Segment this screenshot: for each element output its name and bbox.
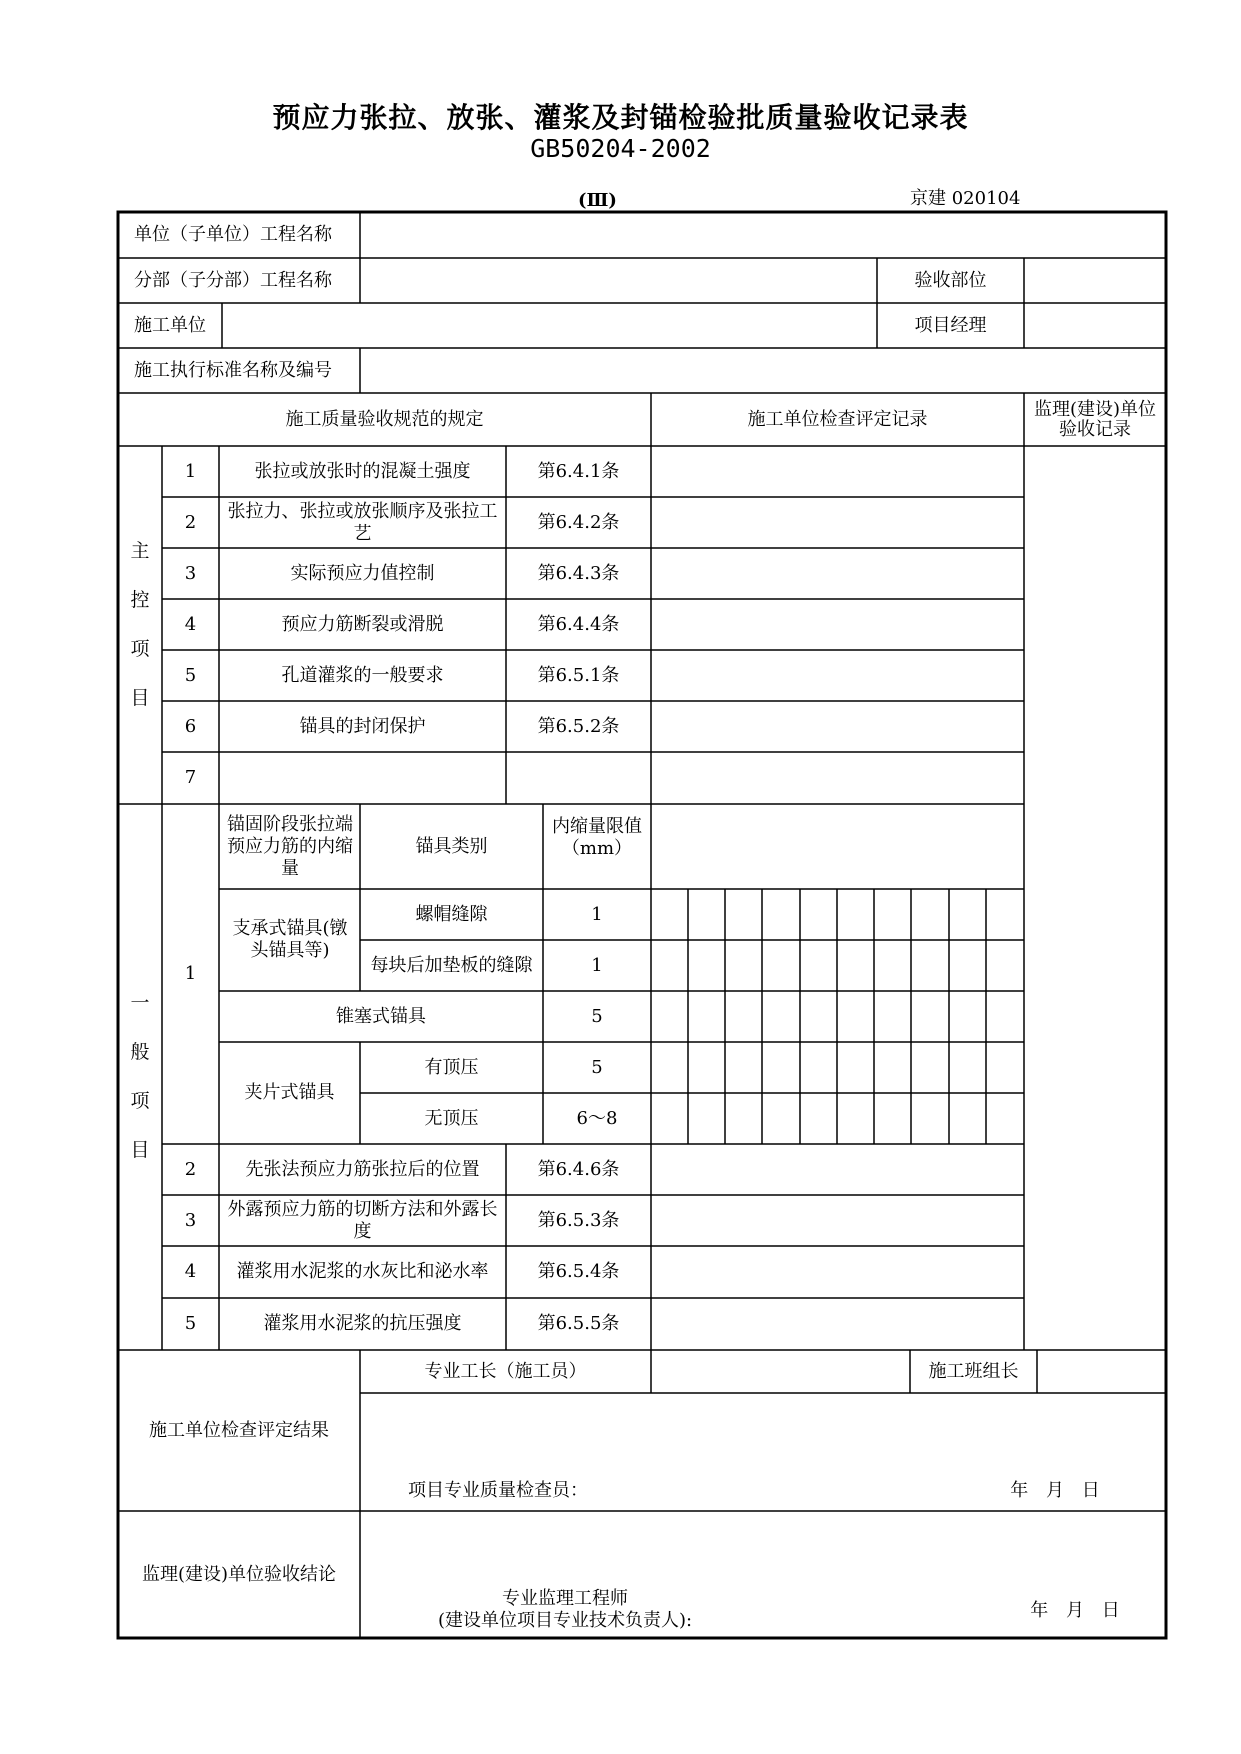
team-leader-value[interactable] — [1038, 1351, 1165, 1392]
item-name: 灌浆用水泥浆的水灰比和泌水率 — [236, 1261, 489, 1282]
item-name: 张拉力、张拉或放张顺序及张拉工艺 — [227, 500, 498, 544]
pad-gap-limit: 1 — [591, 954, 603, 976]
acceptance-part-label: 验收部位 — [914, 269, 987, 291]
clause-ref: 第6.5.3条 — [537, 1209, 620, 1231]
clause-ref: 第6.4.1条 — [537, 460, 620, 482]
item-name: 灌浆用水泥浆的抗压强度 — [263, 1313, 462, 1334]
clause-ref: 第6.5.1条 — [537, 664, 620, 686]
inspector-label: 项目专业质量检查员： — [408, 1480, 588, 1501]
standard-code: GB50204-2002 — [530, 134, 711, 163]
unit-result-label: 施工单位检查评定结果 — [149, 1419, 329, 1441]
shrinkage-title: 锚固阶段张拉端预应力筋的内缩量 — [227, 813, 353, 879]
row-number: 1 — [184, 460, 197, 482]
clause-ref — [506, 752, 651, 804]
item-name: 外露预应力筋的切断方法和外露长度 — [227, 1198, 498, 1242]
date-line-2: 年 月 日 — [1030, 1600, 1120, 1621]
engineer-label-line1: 专业监理工程师 — [502, 1588, 628, 1609]
pad-gap-label: 每块后加垫板的缝隙 — [370, 954, 533, 976]
construction-unit-label: 施工单位 — [134, 314, 206, 336]
standard-name-value[interactable] — [361, 349, 1165, 392]
nut-gap-label: 螺帽缝隙 — [415, 903, 488, 925]
row-number: 3 — [184, 562, 197, 584]
row-number: 7 — [184, 767, 197, 788]
clip-anchor-type: 夹片式锚具 — [244, 1082, 335, 1103]
supervision-conclusion-value[interactable] — [361, 1512, 1165, 1592]
acceptance-part-value[interactable] — [1025, 259, 1165, 302]
item-name — [222, 752, 503, 804]
document-title: 预应力张拉、放张、灌浆及封锚检验批质量验收记录表 — [272, 101, 969, 134]
clause-ref: 第6.4.2条 — [537, 511, 620, 533]
supervision-record-column-header: 监理(建设)单位验收记录 — [1033, 398, 1157, 440]
with-press-label: 有顶压 — [424, 1056, 479, 1078]
form-number: 京建 020104 — [910, 188, 1021, 209]
unit-project-name-label: 单位（子单位）工程名称 — [134, 224, 332, 245]
clause-ref: 第6.4.3条 — [537, 562, 620, 584]
engineer-label-line2: (建设单位项目专业技术负责人): — [437, 1610, 693, 1631]
nut-gap-limit: 1 — [591, 903, 603, 925]
unit-record-column-header: 施工单位检查评定记录 — [747, 408, 928, 430]
anchor-type-header: 锚具类别 — [415, 835, 488, 857]
standard-name-label: 施工执行标准名称及编号 — [134, 359, 332, 381]
main-items-group-label: 主 控 项 目 — [130, 540, 150, 709]
row-number: 5 — [184, 1313, 197, 1334]
foreman-value[interactable] — [652, 1351, 909, 1392]
project-manager-value[interactable] — [1025, 304, 1165, 347]
row-number: 2 — [184, 1158, 197, 1180]
row-number: 4 — [184, 613, 197, 635]
sub-project-name-label: 分部（子分部）工程名称 — [134, 269, 332, 291]
project-manager-label: 项目经理 — [914, 314, 987, 336]
team-leader-label: 施工班组长 — [928, 1360, 1019, 1382]
item-name: 孔道灌浆的一般要求 — [281, 664, 444, 686]
sub-project-name-value[interactable] — [361, 259, 876, 302]
cone-limit: 5 — [591, 1005, 603, 1027]
item-name: 先张法预应力筋张拉后的位置 — [245, 1158, 480, 1180]
row-number: 2 — [184, 511, 197, 533]
without-press-limit: 6～8 — [576, 1107, 618, 1129]
row-number: 5 — [184, 664, 197, 686]
grade-label: (Ⅲ) — [578, 190, 617, 211]
with-press-limit: 5 — [591, 1056, 603, 1078]
row-number: 4 — [184, 1261, 197, 1282]
row-number: 3 — [184, 1209, 197, 1231]
support-anchor-type: 支承式锚具(镦头锚具等) — [232, 918, 348, 961]
item-name: 实际预应力值控制 — [290, 562, 435, 584]
clause-ref: 第6.5.4条 — [537, 1261, 620, 1282]
item-name: 锚具的封闭保护 — [299, 715, 426, 737]
supervision-conclusion-label: 监理(建设)单位验收结论 — [141, 1563, 337, 1585]
item-name: 张拉或放张时的混凝土强度 — [254, 460, 471, 482]
clause-ref: 第6.5.2条 — [537, 715, 620, 737]
clause-ref: 第6.4.6条 — [537, 1158, 620, 1180]
row-number: 6 — [184, 715, 197, 737]
date-line-1: 年 月 日 — [1010, 1480, 1100, 1501]
general-item-1-number: 1 — [184, 963, 197, 984]
construction-unit-value[interactable] — [223, 304, 876, 347]
general-items-group-label: 一 般 项 目 — [130, 992, 150, 1161]
spec-column-header: 施工质量验收规范的规定 — [285, 408, 484, 430]
shrinkage-limit-header: 内缩量限值（mm） — [552, 816, 642, 859]
unit-project-name-value[interactable] — [361, 213, 1165, 257]
clause-ref: 第6.5.5条 — [537, 1313, 620, 1334]
cone-anchor-type: 锥塞式锚具 — [336, 1005, 426, 1027]
clause-ref: 第6.4.4条 — [537, 613, 620, 635]
unit-result-value[interactable] — [361, 1394, 1165, 1474]
foreman-label: 专业工长（施工员） — [424, 1360, 587, 1382]
without-press-label: 无顶压 — [424, 1107, 479, 1129]
item-name: 预应力筋断裂或滑脱 — [281, 613, 444, 635]
